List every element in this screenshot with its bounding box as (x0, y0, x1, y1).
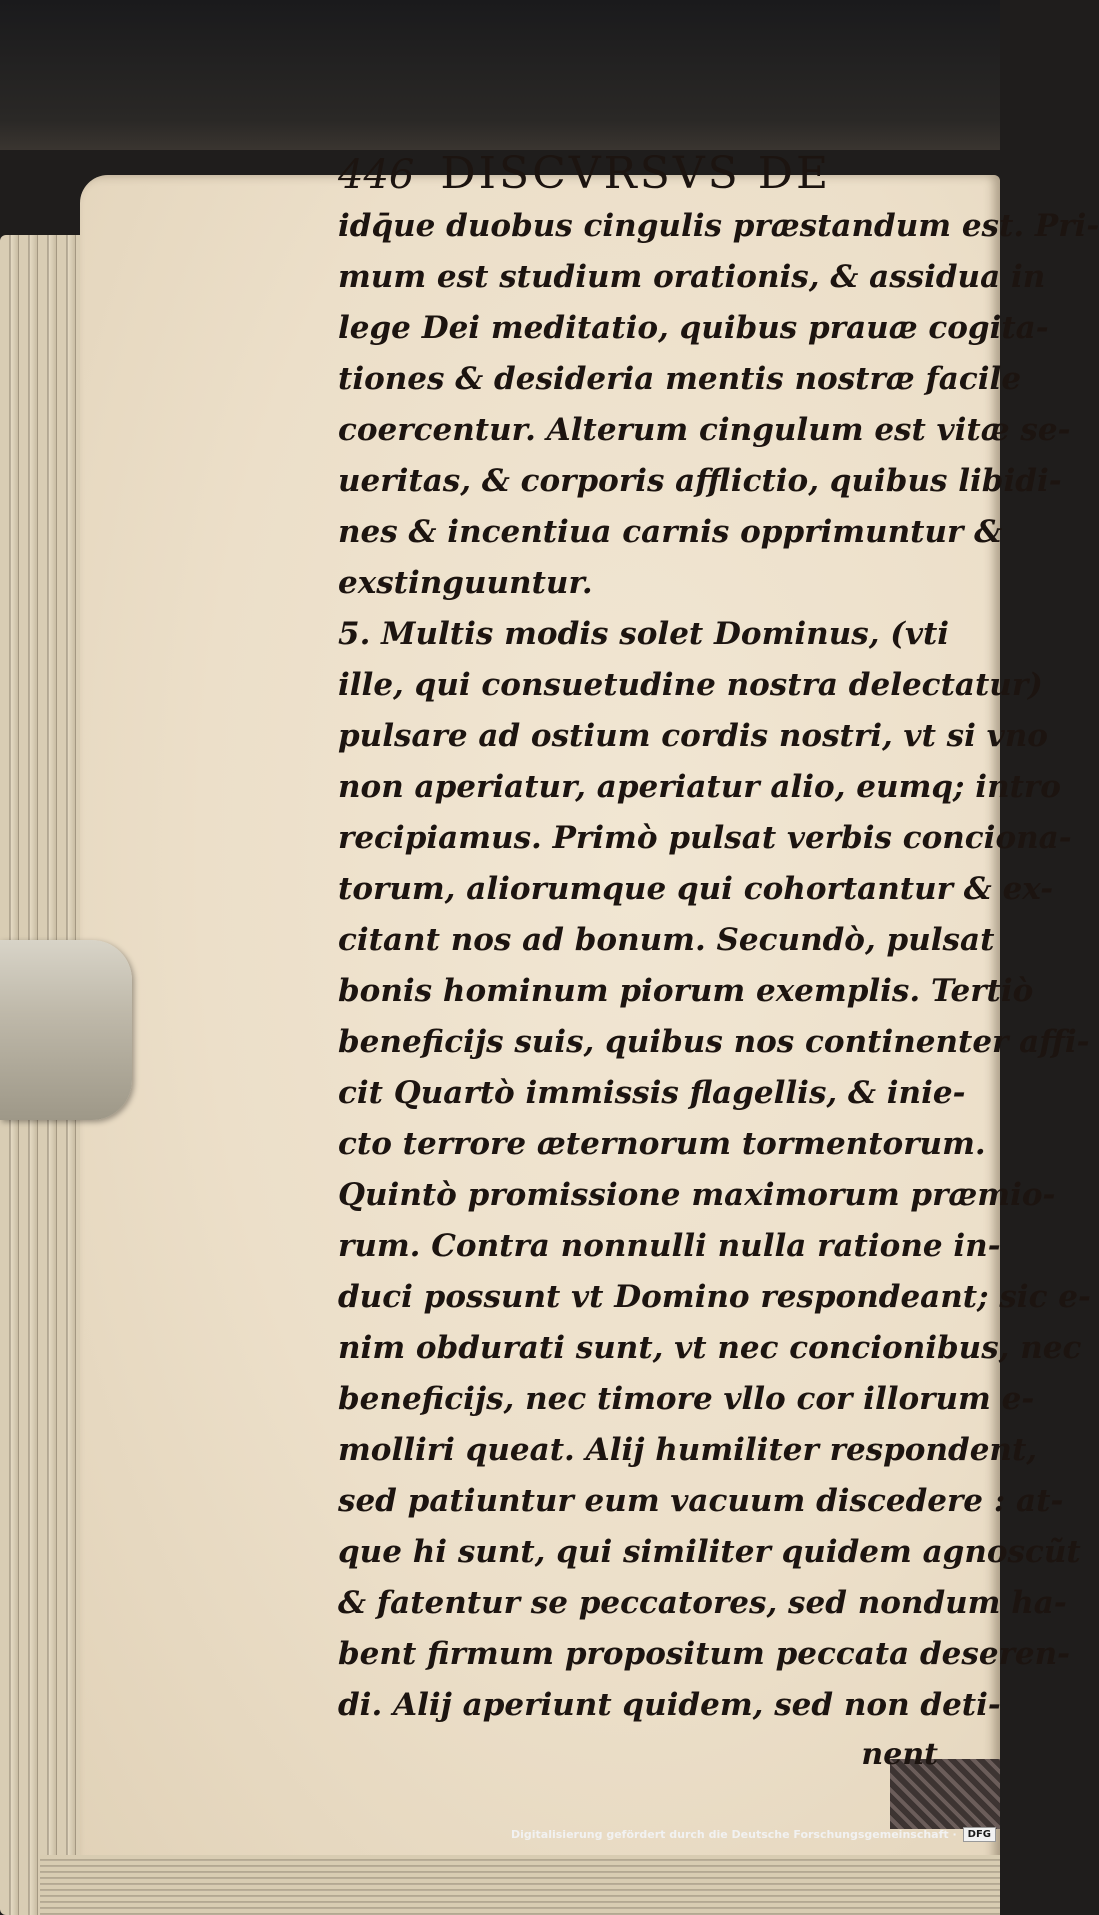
text-line: pulsare ad ostium cordis nostri, vt si vno (338, 718, 1048, 754)
dfg-logo: DFG (963, 1827, 996, 1842)
text-line: cto terrore æternorum tormentorum. (338, 1126, 986, 1162)
page-edges-bottom (40, 1855, 1000, 1915)
text-line: tiones & desideria mentis nostræ facile (338, 361, 1022, 397)
text-line: molliri queat. Alij humiliter respondent, (338, 1432, 1038, 1468)
text-line: cit Quartò immissis flagellis, & inie- (338, 1075, 966, 1111)
page-text (338, 148, 1099, 1772)
binding-clasp (0, 940, 132, 1120)
text-lines (338, 201, 1099, 1731)
text-line: bonis hominum piorum exemplis. Tertiò (338, 973, 1034, 1009)
text-line: & fatentur se peccatores, sed nondum ha- (338, 1585, 1067, 1621)
credit-text: Digitalisierung gefördert durch die Deutsche Forschungsgemeinschaft · (510, 1827, 957, 1841)
catchword: nent (861, 1737, 938, 1772)
text-line: Quintò promissione maximorum præmio- (338, 1177, 1056, 1213)
text-line: non aperiatur, aperiatur alio, eumq; intro (338, 769, 1061, 805)
text-line: beneficijs, nec timore vllo cor illorum e- (338, 1381, 1035, 1417)
text-line: lege Dei meditatio, quibus prauæ cogita- (338, 310, 1049, 346)
text-line: ille, qui consuetudine nostra delectatur) (338, 667, 1043, 703)
text-line: recipiamus. Primò pulsat verbis conciona- (338, 820, 1072, 856)
text-line: nes & incentiua carnis opprimuntur & (338, 514, 1003, 550)
text-line: beneficijs suis, quibus nos continenter affi- (338, 1024, 1090, 1060)
text-line: nim obdurati sunt, vt nec concionibus, nec (338, 1330, 1082, 1366)
text-line: que hi sunt, qui similiter quidem agnoscũt (338, 1534, 1081, 1570)
running-header (338, 148, 938, 199)
text-line: idq̄ue duobus cingulis præstandum est. Pri- (338, 208, 1099, 244)
text-line: rum. Contra nonnulli nulla ratione in- (338, 1228, 1001, 1264)
text-line: mum est studium orationis, & assidua in (338, 259, 1046, 295)
text-line: bent firmum propositum peccata deseren- (338, 1636, 1071, 1672)
page-number: 446 (338, 152, 415, 198)
text-line: torum, aliorumque qui cohortantur & ex- (338, 871, 1054, 907)
text-line: ueritas, & corporis afflictio, quibus libidi- (338, 463, 1062, 499)
digitization-credit (511, 1823, 996, 1845)
text-line: 5. Multis modis solet Dominus, (vti (338, 616, 950, 652)
text-line: exstinguuntur. (338, 565, 593, 601)
text-line: duci possunt vt Domino respondeant; sic e- (338, 1279, 1091, 1315)
text-line: di. Alij aperiunt quidem, sed non deti- (338, 1687, 1001, 1723)
text-line: sed patiuntur eum vacuum discedere : at- (338, 1483, 1064, 1519)
running-title: DISCVRSVS DE (440, 148, 832, 199)
text-line: coercentur. Alterum cingulum est vitæ se- (338, 412, 1071, 448)
text-line: citant nos ad bonum. Secundò, pulsat (338, 922, 995, 958)
